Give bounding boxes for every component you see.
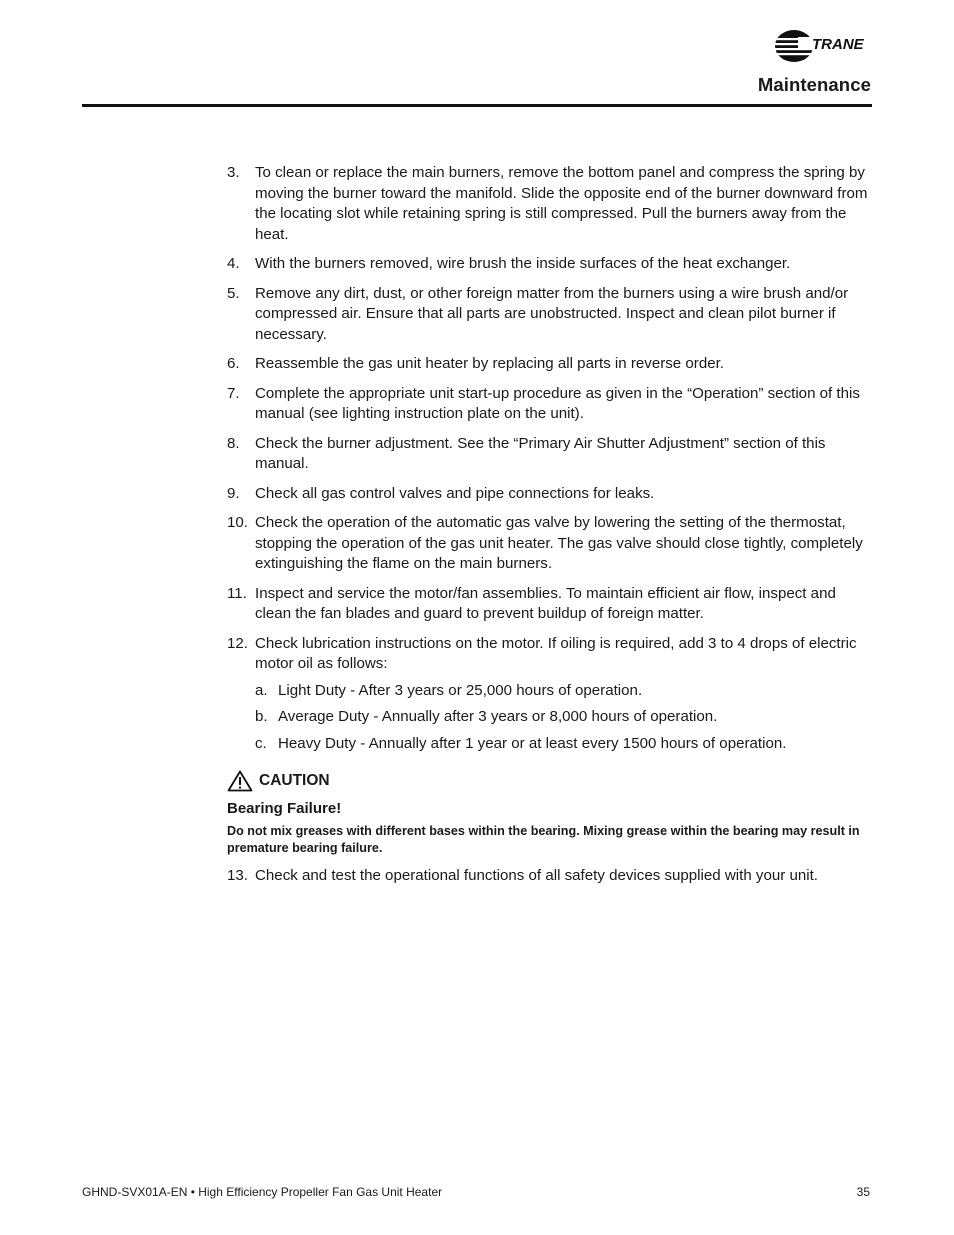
step-item <box>227 284 872 346</box>
step-number: 5. <box>227 284 240 302</box>
substep-text: Average Duty - Annually after 3 years or 8,000 hours of operation. <box>278 708 718 725</box>
warning-triangle-icon <box>227 770 253 792</box>
caution-title: Bearing Failure! <box>227 800 342 817</box>
caution-heading <box>227 770 872 792</box>
header-rule <box>82 104 872 107</box>
step-item <box>227 163 872 245</box>
step-item <box>227 584 872 625</box>
step-item <box>227 513 872 575</box>
step-text: Check the burner adjustment. See the “Primary Air Shutter Adjustment” section of this manual. <box>255 434 826 472</box>
step-text: Check all gas control valves and pipe connections for leaks. <box>255 484 655 502</box>
substep-text: Light Duty - After 3 years or 25,000 hours of operation. <box>278 681 643 699</box>
substep-letter: c. <box>255 734 267 752</box>
step-number: 11. <box>227 584 247 602</box>
step-item <box>227 384 872 425</box>
substep-letter: b. <box>255 708 268 725</box>
step-item <box>227 484 872 505</box>
substep-item <box>255 707 872 728</box>
step-text: To clean or replace the main burners, remove the bottom panel and compress the spring by moving the burner toward the manifold. Slide the opposite end of the burner downward from the locating slot while retaining spring is still compressed. Pull the burners away from the heat. <box>255 164 868 243</box>
substep-item <box>255 734 872 755</box>
page-number: 35 <box>856 1185 870 1199</box>
substep-letter: a. <box>255 681 268 699</box>
logo-wordmark: TRANE <box>812 36 864 53</box>
step-number: 12. <box>227 634 248 652</box>
step-text: Reassemble the gas unit heater by replacing all parts in reverse order. <box>255 355 724 372</box>
step-number: 6. <box>227 355 240 372</box>
caution-label: CAUTION <box>259 772 330 789</box>
caution-block <box>227 770 872 857</box>
substep-item <box>255 681 872 702</box>
step-number: 7. <box>227 384 240 402</box>
step-item <box>227 866 872 887</box>
substep-text: Heavy Duty - Annually after 1 year or at least every 1500 hours of operation. <box>278 734 787 752</box>
step-number: 3. <box>227 164 240 181</box>
step-number: 4. <box>227 255 240 272</box>
step-number: 13. <box>227 867 248 884</box>
step-number: 8. <box>227 434 240 452</box>
trane-logo <box>772 28 874 64</box>
section-title: Maintenance <box>757 74 871 95</box>
main-content <box>227 163 872 896</box>
step-item <box>227 354 872 375</box>
steps-list <box>227 163 872 675</box>
step-number: 10. <box>227 514 248 531</box>
step-text: Check the operation of the automatic gas valve by lowering the setting of the thermostat, stopping the operation of the gas unit heater. The gas valve should close tightly, completely extinguishing the flame on the main burners. <box>255 514 863 572</box>
step-text: Check and test the operational functions of all safety devices supplied with your unit. <box>255 867 818 884</box>
caution-text: Do not mix greases with different bases within the bearing. Mixing grease within the bearing may result in premature bearing failure. <box>227 824 860 855</box>
substeps-list <box>227 681 872 755</box>
step-item <box>227 634 872 675</box>
step-number: 9. <box>227 484 240 502</box>
step-text: With the burners removed, wire brush the inside surfaces of the heat exchanger. <box>255 255 791 272</box>
footer-doc-info: GHND-SVX01A-EN • High Efficiency Propeller Fan Gas Unit Heater <box>82 1185 443 1199</box>
step-item <box>227 434 872 475</box>
step-text: Complete the appropriate unit start-up procedure as given in the “Operation” section of this manual (see lighting instruction plate on the unit). <box>255 384 860 422</box>
step-text: Remove any dirt, dust, or other foreign matter from the burners using a wire brush and/or compressed air. Ensure that all parts are unobstructed. Inspect and clean pilot burner if necessary. <box>255 284 849 343</box>
step-text: Check lubrication instructions on the motor. If oiling is required, add 3 to 4 drops of electric motor oil as follows: <box>255 634 857 672</box>
step-text: Inspect and service the motor/fan assemblies. To maintain efficient air flow, inspect and clean the fan blades and guard to prevent buildup of foreign matter. <box>255 584 836 622</box>
step-item <box>227 254 872 275</box>
